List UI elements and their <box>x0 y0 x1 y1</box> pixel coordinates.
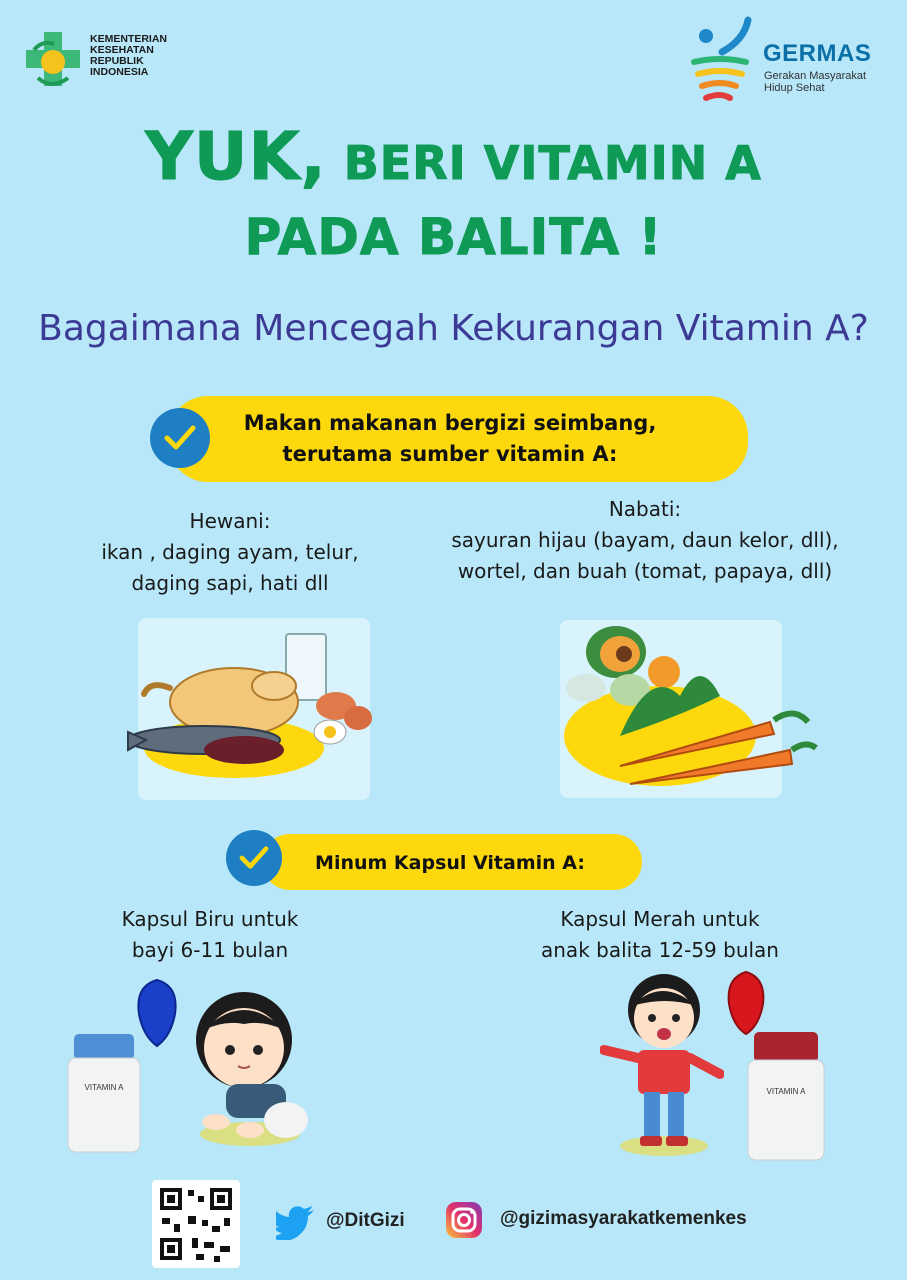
qr-code[interactable] <box>152 1180 240 1268</box>
germas-subtitle: Gerakan Masyarakat Hidup Sehat <box>764 70 867 94</box>
page-title-line1 <box>0 118 907 195</box>
nabati-text: Nabati: sayuran hijau (bayam, daun kelor, dll), wortel, dan buah (tomat, papaya, dll) <box>451 497 839 583</box>
plant-food-illustration <box>560 616 820 792</box>
red-vitamin-bottle <box>744 1030 828 1162</box>
blue-capsule-icon <box>134 976 180 1048</box>
kemenkes-logo <box>20 28 86 96</box>
check-icon <box>226 830 282 886</box>
title-rest: BERI VITAMIN A <box>326 136 762 190</box>
page-title-line2: PADA BALITA ! <box>244 208 663 266</box>
capsule-banner-text: Minum Kapsul Vitamin A: <box>315 852 585 874</box>
instagram-handle[interactable]: @gizimasyarakatkemenkes <box>500 1208 747 1229</box>
instagram-icon[interactable] <box>444 1200 484 1240</box>
baby-illustration <box>186 984 314 1148</box>
child-illustration <box>600 968 724 1158</box>
ministry-name: KEMENTERIAN KESEHATAN REPUBLIK INDONESIA <box>90 33 168 78</box>
bottle-label: VITAMIN A <box>84 1083 124 1092</box>
hewani-text: Hewani: ikan , daging ayam, telur, daging sapi, hati dll <box>101 509 359 595</box>
question-heading: Bagaimana Mencegah Kekurangan Vitamin A? <box>38 308 869 349</box>
bottle-label: VITAMIN A <box>766 1087 806 1096</box>
title-yuk: YUK, <box>145 118 327 195</box>
red-capsule-text: Kapsul Merah untuk anak balita 12-59 bulan <box>541 907 779 962</box>
animal-food-illustration <box>124 628 384 778</box>
blue-vitamin-bottle <box>64 1030 144 1154</box>
food-banner-text: Makan makanan bergizi seimbang, terutama sumber vitamin A: <box>243 411 657 466</box>
twitter-handle[interactable]: @DitGizi <box>326 1210 405 1231</box>
blue-capsule-text: Kapsul Biru untuk bayi 6-11 bulan <box>121 907 299 962</box>
germas-logo <box>688 16 760 106</box>
germas-title: GERMAS <box>763 40 872 67</box>
red-capsule-icon <box>724 968 768 1038</box>
qr-code-icon <box>152 1180 240 1268</box>
twitter-icon[interactable] <box>276 1204 316 1240</box>
